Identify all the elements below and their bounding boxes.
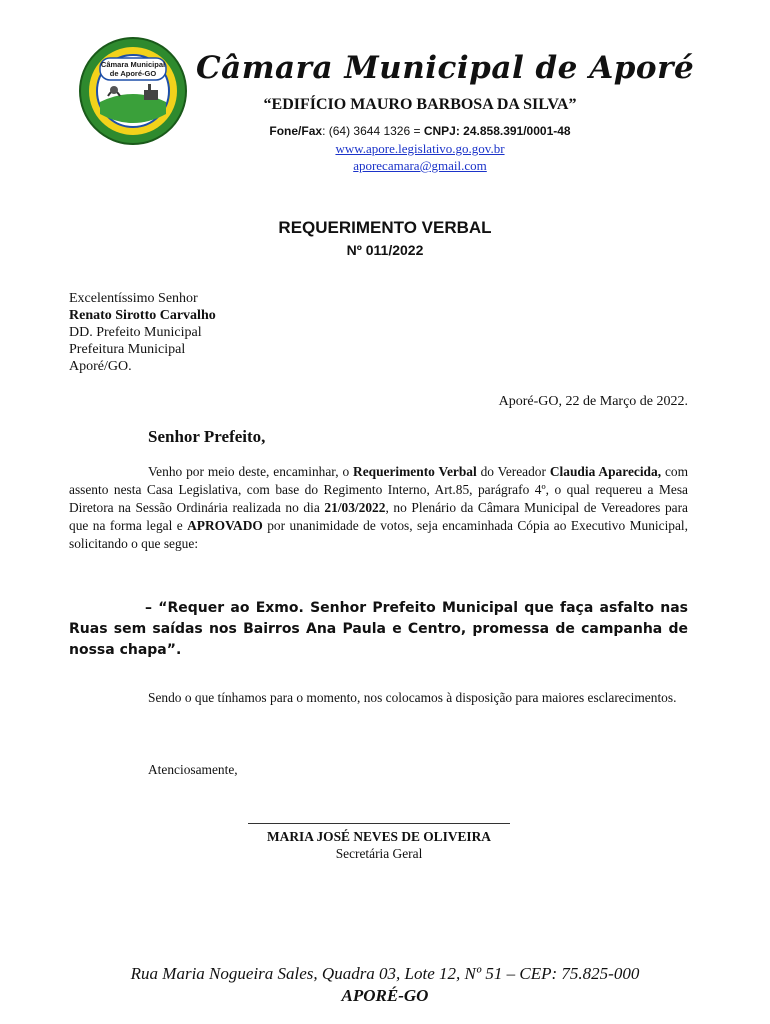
seal-text-line2: de Aporé-GO [109, 69, 157, 78]
phone-value: : (64) 3644 1326 = [322, 124, 424, 138]
recipient-greeting: Excelentíssimo Senhor [69, 291, 198, 306]
closing-paragraph: Sendo o que tínhamos para o momento, nos colocamos à disposição para maiores esclarecimentos. [148, 690, 677, 705]
body-paragraph: Venho por meio deste, encaminhar, o Requerimento Verbal do Vereador Claudia Aparecida, com assento nesta Casa Legislativa, com base do Regimento Interno, Art.85, parágrafo 4º, o qual requereu a Mesa Diretora na Sessão Ordinária realizada no dia 21/03/2022, no Plenário da Câmara Municipal de Vereadores para que na forma legal e APROVADO por unanimidade de votos, seja encaminhada Cópia ao Executivo Municipal, solicitando o que segue: [69, 464, 688, 551]
building-name: “EDIFÍCIO MAURO BARBOSA DA SILVA” [263, 96, 577, 113]
signatory-name: MARIA JOSÉ NEVES DE OLIVEIRA [267, 829, 491, 844]
institution-title: Câmara Municipal de Aporé [196, 50, 695, 86]
request-text: – “Requer ao Exmo. Senhor Prefeito Municipal que faça asfalto nas Ruas sem saídas nos Bairros Ana Paula e Centro, promessa de campanha de nossa chapa”. [69, 600, 688, 658]
recipient-block [69, 290, 216, 375]
salutation: Senhor Prefeito, [148, 427, 266, 446]
document-number: Nº 011/2022 [346, 242, 424, 258]
recipient-office: Prefeitura Municipal [69, 342, 186, 357]
document-title: REQUERIMENTO VERBAL [278, 218, 492, 237]
signature-line [248, 823, 510, 824]
recipient-name: Renato Sirotto Carvalho [69, 308, 216, 323]
recipient-title: DD. Prefeito Municipal [69, 325, 202, 340]
footer-address: Rua Maria Nogueira Sales, Quadra 03, Lote 12, Nº 51 – CEP: 75.825-000 [130, 964, 640, 983]
email-link[interactable]: aporecamara@gmail.com [353, 158, 487, 173]
website-link[interactable]: www.apore.legislativo.go.gov.br [335, 141, 505, 156]
contact-line [0, 124, 770, 138]
signatory-role: Secretária Geral [335, 846, 423, 861]
document-date: Aporé-GO, 22 de Março de 2022. [498, 394, 688, 409]
phone-label: Fone/Fax [269, 124, 323, 138]
regards: Atenciosamente, [148, 762, 238, 777]
recipient-city: Aporé/GO. [69, 359, 132, 374]
footer-city: APORÉ-GO [341, 986, 429, 1005]
cnpj: CNPJ: 24.858.391/0001-48 [423, 124, 571, 138]
seal-text-line1: Câmara Municipal [100, 60, 166, 69]
